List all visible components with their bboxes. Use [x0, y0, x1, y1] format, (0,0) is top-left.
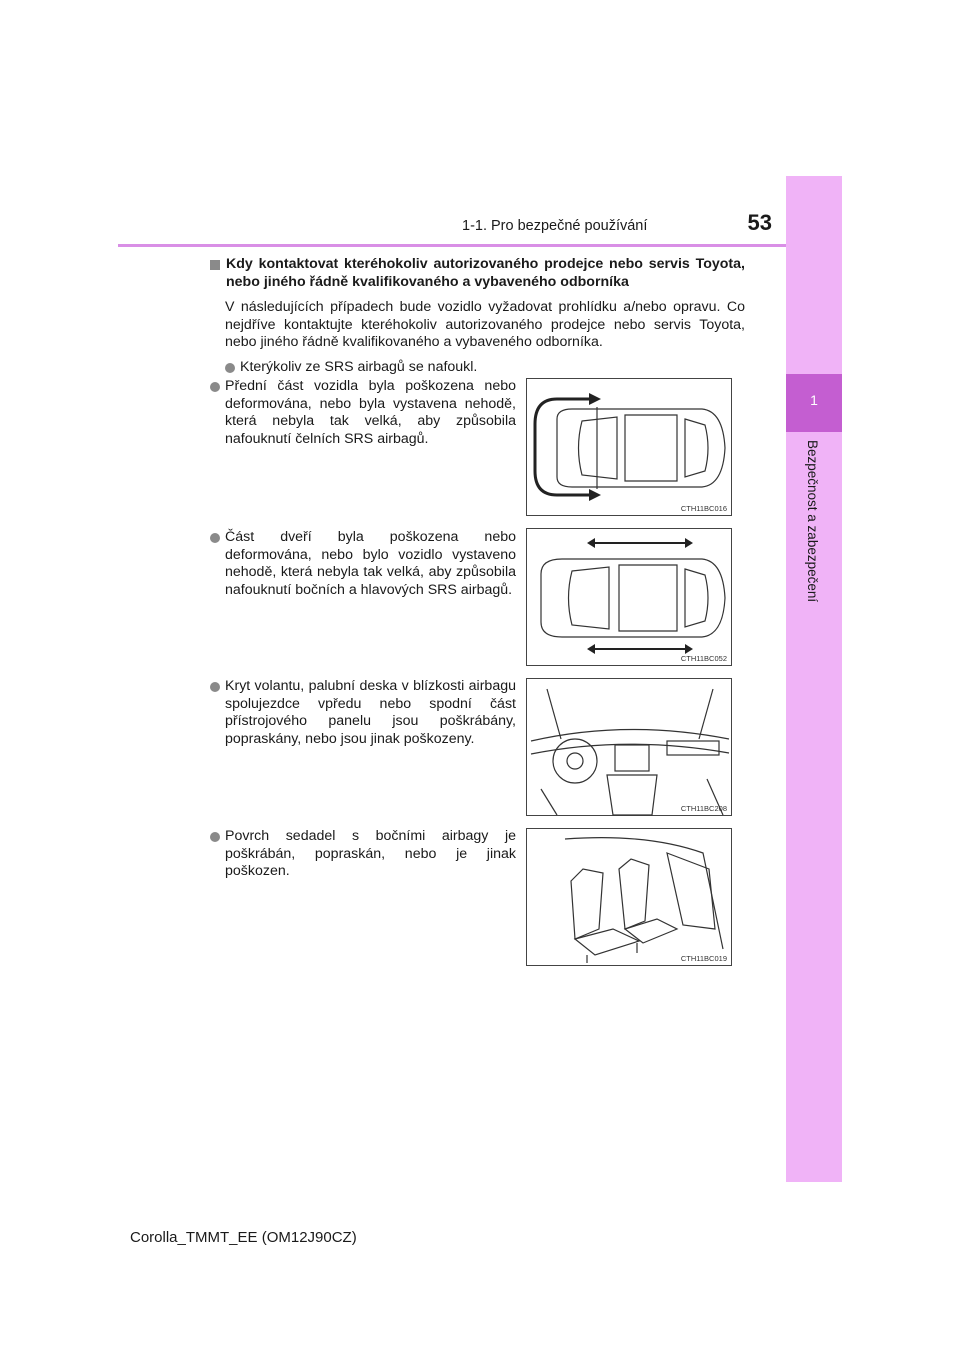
section-heading-text: Kdy kontaktovat kteréhokoliv autorizovaného prodejce nebo servis Toyota, nebo jiného řádně kvalifikovaného a vybaveného odborníka: [226, 256, 745, 290]
list-item: [224, 678, 516, 748]
header-divider: [118, 244, 786, 247]
square-bullet-icon: [210, 260, 220, 270]
list-item: [225, 359, 745, 377]
list-item-text: Část dveří byla poškozena nebo deformována, nebo bylo vozidlo vystaveno nehodě, která nebyla tak velká, aby způsobila nafouknutí bočních a hlavových SRS airbagů.: [225, 529, 516, 598]
dashboard-icon: [527, 679, 733, 817]
round-bullet-icon: [210, 832, 220, 842]
list-item-text: Kterýkoliv ze SRS airbagů se nafoukl.: [240, 358, 478, 375]
manual-id: Corolla_TMMT_EE (OM12J90CZ): [130, 1229, 357, 1246]
main-content: [210, 256, 745, 377]
section-heading: [210, 256, 745, 291]
seat-icon: [527, 829, 733, 967]
figure-seats: [526, 828, 732, 966]
intro-paragraph: V následujících případech bude vozidlo vyžadovat prohlídku a/nebo opravu. Co nejdříve kontaktujte kteréhokoliv autorizovaného prodejce nebo servis Toyota, nebo jiného řádně kvalifikovaného a vybaveného odborníka.: [225, 299, 745, 351]
round-bullet-icon: [210, 382, 220, 392]
chapter-number: 1: [810, 392, 818, 408]
list-item-text: Přední část vozidla byla poškozena nebo deformována, nebo byla vystavena nehodě, která nebyla tak velká, aby způsobila nafouknutí čelních SRS airbagů.: [225, 378, 516, 447]
car-side-damage-icon: [527, 529, 733, 667]
figure-code: CTH11BC016: [680, 504, 727, 513]
list-item: [224, 378, 516, 448]
chapter-title-wrap: [786, 440, 842, 660]
round-bullet-icon: [225, 363, 235, 373]
car-top-view-icon: [527, 379, 733, 517]
figure-door-damage: [526, 528, 732, 666]
figure-code: CTH11BC019: [680, 954, 727, 963]
list-item-text: Kryt volantu, palubní deska v blízkosti airbagu spolujezdce vpředu nebo spodní část přístrojového panelu jsou poškrábány, popraskány, nebo jsou jinak poškozeny.: [225, 678, 516, 747]
chapter-side-tab: [786, 176, 842, 1182]
chapter-title: Bezpečnost a zabezpečení: [805, 440, 820, 603]
page-number: 53: [747, 210, 772, 235]
list-item-text: Povrch sedadel s bočními airbagy je poškrábán, popraskán, nebo je jinak poškozen.: [225, 828, 516, 880]
figure-dashboard: [526, 678, 732, 816]
figure-code: CTH11BC052: [680, 654, 727, 663]
figure-code: CTH11BC208: [680, 804, 727, 813]
list-item: [224, 529, 516, 599]
figure-front-damage: [526, 378, 732, 516]
section-title: 1-1. Pro bezpečné používání: [462, 218, 648, 234]
round-bullet-icon: [210, 682, 220, 692]
list-item: [224, 828, 516, 881]
round-bullet-icon: [210, 533, 220, 543]
